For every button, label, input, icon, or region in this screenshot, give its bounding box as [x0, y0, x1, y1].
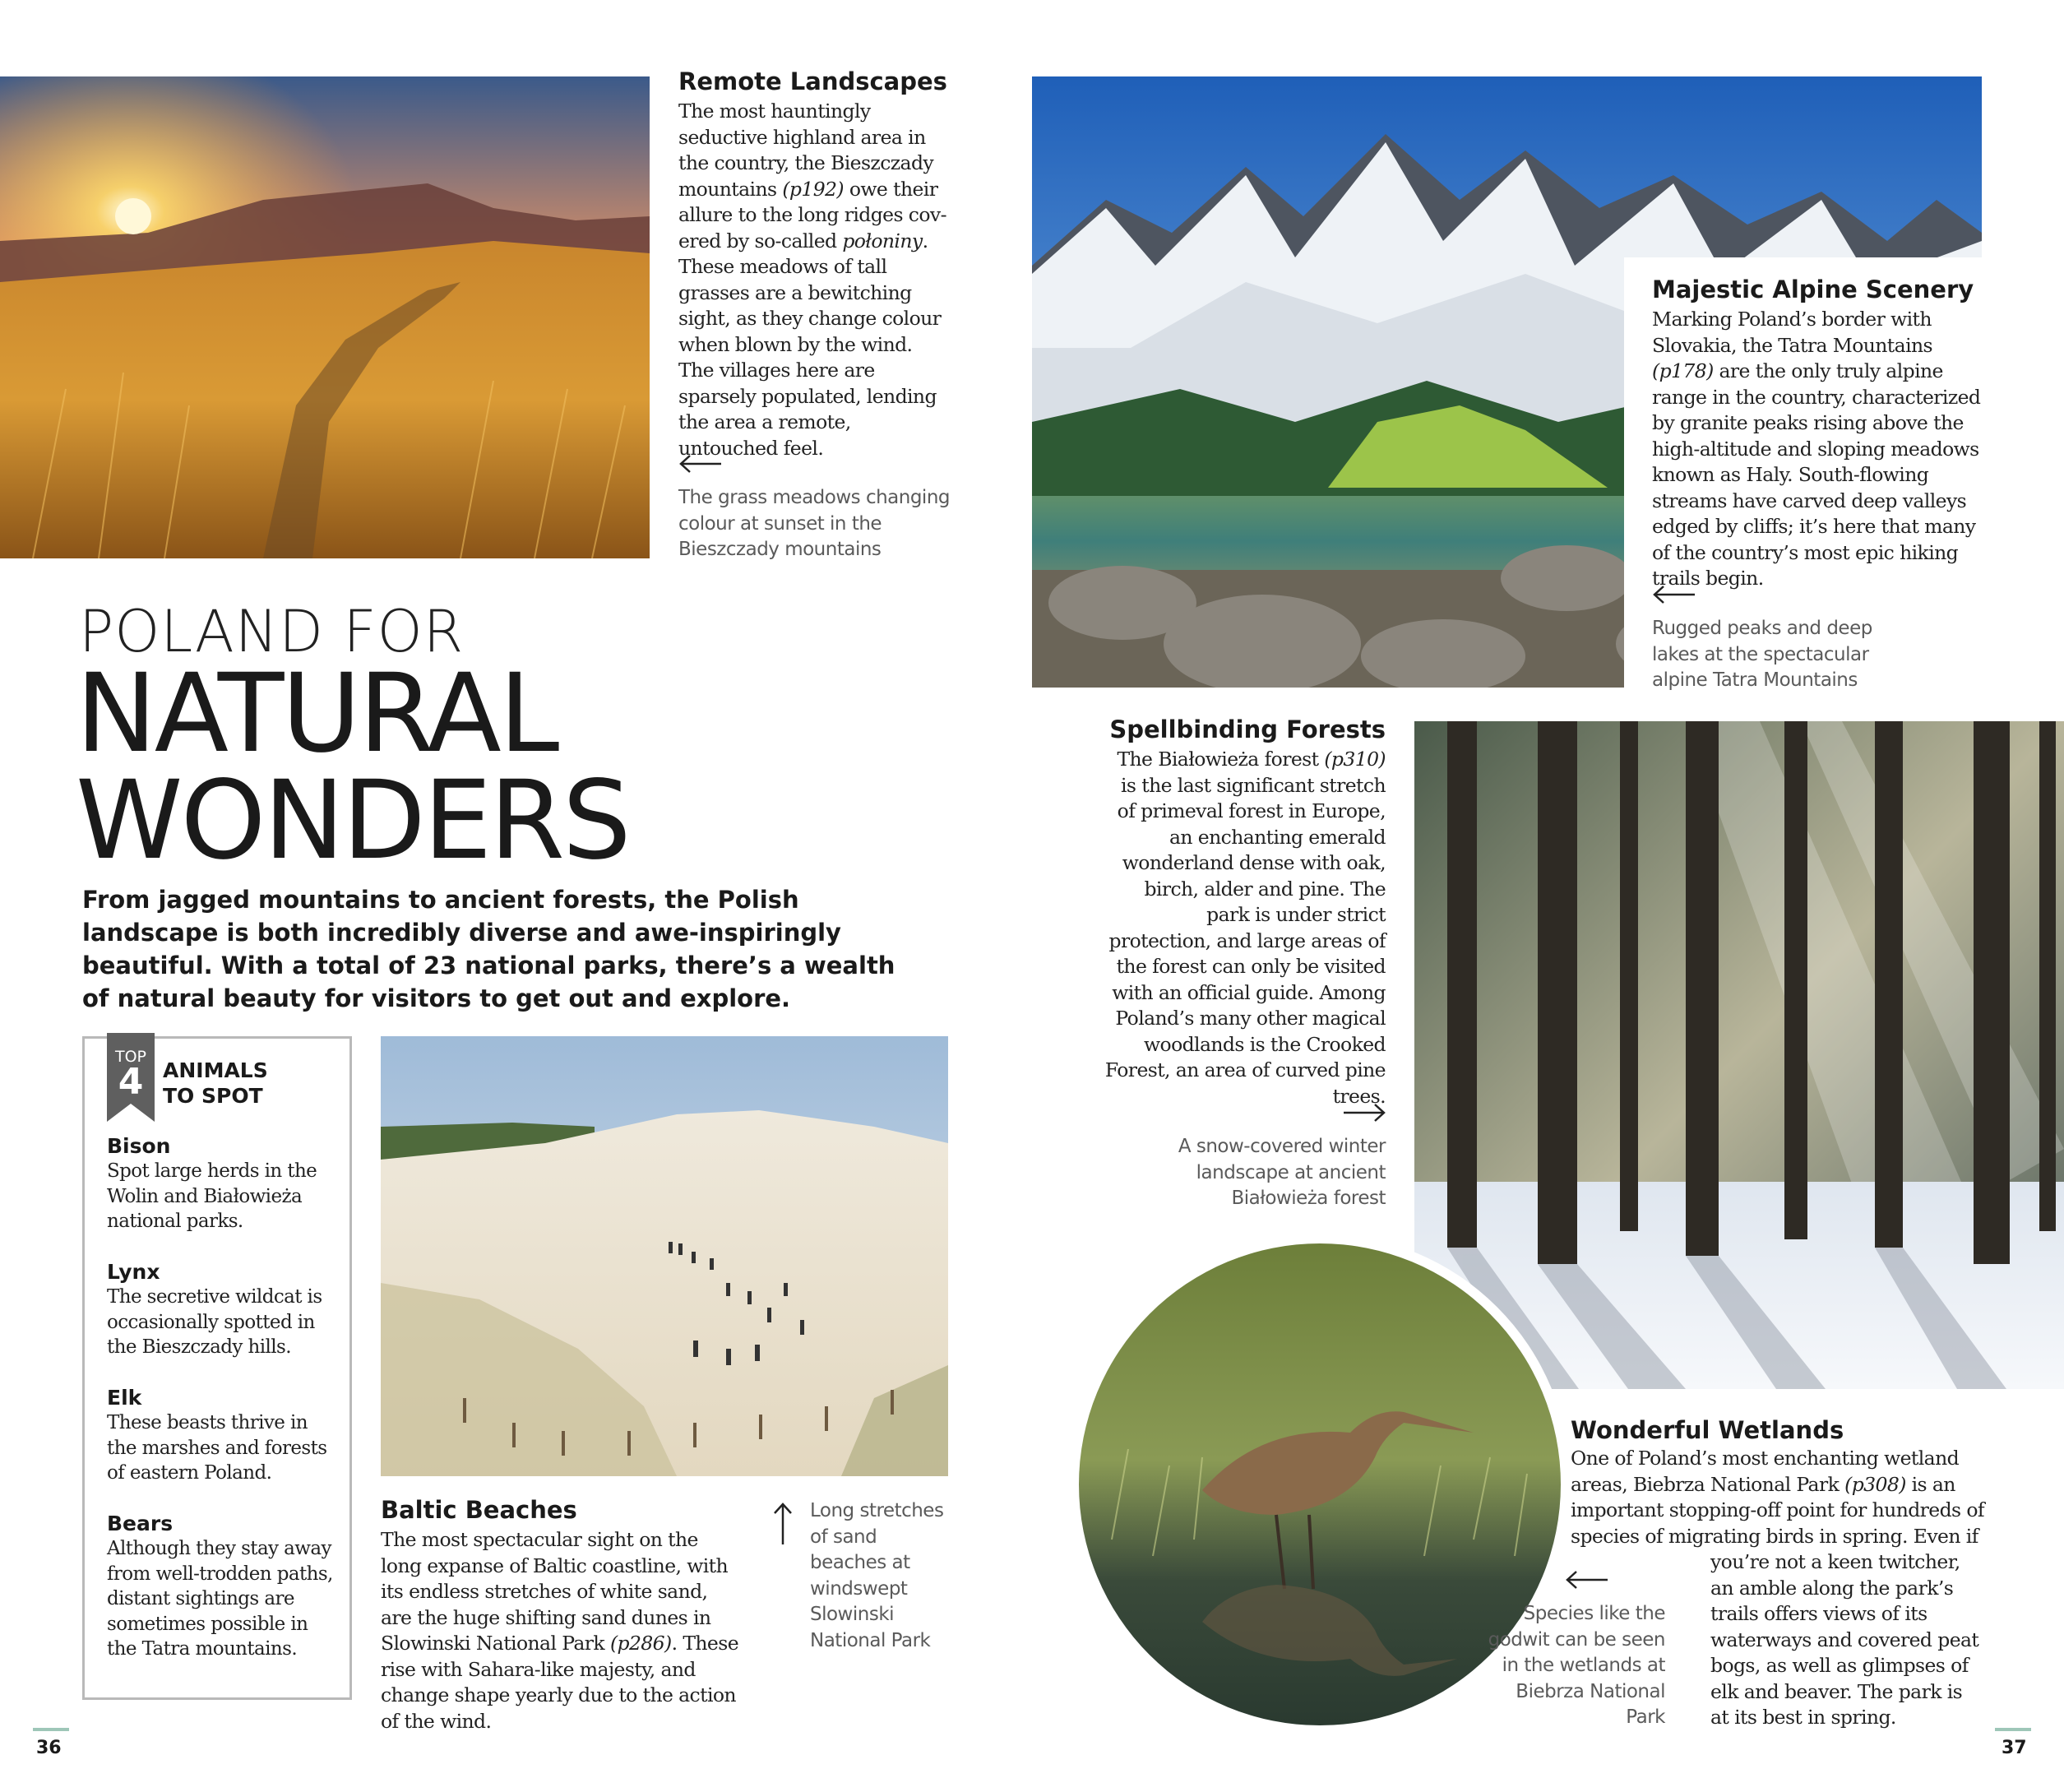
- wetlands-body-top: [1571, 1446, 1986, 1549]
- page-accent-bar-left: [33, 1728, 69, 1731]
- top4-badge-top: TOP: [114, 1048, 147, 1066]
- forests-section: [1102, 715, 1386, 1109]
- alpine-scenery-body: [1652, 307, 1981, 592]
- remote-body-part: The most hauntingly seductive highland area in the country, the Bieszczady mountains: [678, 100, 934, 201]
- alpine-scenery-caption: Rugged peaks and deep lakes at the spectacular alpine Tatra Mountains: [1652, 618, 1872, 691]
- animal-text: Spot large herds in the Wolin and Białowieża national parks.: [107, 1160, 317, 1232]
- arrow-right-icon: [1342, 1103, 1386, 1123]
- wetlands-page-ref[interactable]: (p308): [1844, 1472, 1906, 1496]
- animal-name: Bison: [107, 1134, 171, 1158]
- animal-item: [107, 1259, 337, 1360]
- baltic-beaches-body: [381, 1527, 743, 1734]
- alpine-scenery-section: [1652, 276, 1981, 592]
- remote-term: połoniny: [842, 229, 923, 252]
- wetlands-caption: Species like the godwit can be seen in the wetlands at Biebrza National Park: [1488, 1603, 1665, 1728]
- title-line-natural: NATURAL: [76, 651, 558, 777]
- page-accent-bar-right: [1995, 1728, 2031, 1731]
- animal-item: [107, 1385, 337, 1486]
- baltic-body-part: The most spectacular sight on the long expanse of Baltic coastline, with its endless stretches of white sand, are the huge shifting sand dunes in Slowinski National Park: [381, 1528, 729, 1655]
- baltic-body-part: . These rise with Sahara-like majesty, and change shape yearly due to the action of the wind.: [381, 1632, 739, 1733]
- wetlands-heading: Wonderful Wetlands: [1571, 1416, 1844, 1444]
- arrow-left-icon: [1652, 585, 1696, 604]
- arrow-left-icon: [678, 454, 723, 474]
- remote-landscapes-caption: The grass meadows changing colour at sunset in the Bieszczady mountains: [678, 487, 951, 560]
- animal-text: These beasts thrive in the marshes and forests of eastern Poland.: [107, 1412, 327, 1484]
- forests-body-part: is the last significant stretch of primeval forest in Europe, an enchanting emerald wonderland dense with oak, birch, alder and pine. The park is under strict protection, and large areas of the forest can only be visited with an official guide. Among Poland’s many other magical woodlands is the Crooked Forest, an area of curved pine trees.: [1104, 773, 1386, 1108]
- forests-page-ref[interactable]: (p310): [1324, 748, 1386, 771]
- photo-bialowieza-forest: [1414, 721, 2064, 1389]
- baltic-beaches-section: [381, 1496, 743, 1734]
- baltic-beaches-heading: Baltic Beaches: [381, 1496, 577, 1524]
- arrow-left-icon: [1565, 1570, 1609, 1590]
- title-line-wonders: WONDERS: [76, 757, 629, 884]
- intro-paragraph: From jagged mountains to ancient forests, the Polish landscape is both incredibly diverse and awe-inspiringly beautiful. With a total of 23 national parks, there’s a wealth of natural beauty for visitors to get out and explore.: [82, 886, 895, 1012]
- animal-item: [107, 1511, 337, 1662]
- animal-name: Lynx: [107, 1260, 160, 1284]
- top4-title-line2: TO SPOT: [163, 1084, 263, 1108]
- animal-text: The secretive wildcat is occasionally spotted in the Bieszczady hills.: [107, 1286, 322, 1358]
- top4-title: [163, 1058, 268, 1109]
- top4-title-line1: ANIMALS: [163, 1058, 268, 1082]
- animal-name: Elk: [107, 1386, 142, 1410]
- wetlands-body-part: One of Poland’s most enchanting wetland areas, Biebrza National Park: [1571, 1447, 1960, 1496]
- page-number-right: 37: [2002, 1738, 2027, 1758]
- remote-landscapes-heading: Remote Landscapes: [678, 67, 947, 95]
- remote-page-ref[interactable]: (p192): [782, 177, 844, 201]
- top4-badge-number: 4: [118, 1061, 144, 1103]
- forests-body-part: The Białowieża forest: [1117, 748, 1325, 771]
- wetlands-body-bottom: you’re not a keen twitcher, an amble along the park’s trails offers views of its waterways and covered peat bogs, as well as glimpses of elk and beaver. The park is at its best in spring.: [1710, 1550, 1979, 1729]
- title-kicker: POLAND FOR: [79, 598, 465, 665]
- wetlands-body-part: is an important stopping-off point for hundreds of species of migrating birds in spring. Even if: [1571, 1472, 1985, 1548]
- remote-landscapes-section: [678, 67, 950, 461]
- arrow-up-icon: [773, 1502, 793, 1546]
- alpine-body-part: are the only truly alpine range in the country, characterized by granite peaks rising above the high-altitude and sloping meadows known as Haly. South-flowing streams have carved deep valleys edged by cliffs; it’s here that many of the country’s most epic hiking trails begin.: [1652, 359, 1981, 590]
- page-number-left: 36: [36, 1738, 62, 1758]
- alpine-page-ref[interactable]: (p178): [1652, 359, 1714, 382]
- remote-body-part: . These meadows of tall grasses are a bewitching sight, as they change colour when blown by the wind. The villages here are sparsely populated, lending the area a remote, untouched feel.: [678, 229, 942, 460]
- alpine-body-part: Marking Poland’s border with Slovakia, the Tatra Mountains: [1652, 308, 1932, 357]
- animal-item: [107, 1133, 337, 1234]
- forests-caption: A snow-covered winter landscape at ancient Białowieża forest: [1178, 1136, 1386, 1209]
- remote-body-part: owe their allure to the long ridges cov-ered by so-called: [678, 177, 946, 252]
- baltic-beaches-caption: Long stretches of sand beaches at windswept Slowinski National Park: [810, 1500, 944, 1651]
- forests-heading: Spellbinding Forests: [1109, 715, 1386, 743]
- baltic-page-ref[interactable]: (p286): [609, 1632, 672, 1655]
- animal-text: Although they stay away from well-trodden paths, distant sightings are sometimes possible in the Tatra mountains.: [107, 1538, 333, 1660]
- alpine-scenery-heading: Majestic Alpine Scenery: [1652, 276, 1974, 303]
- remote-landscapes-body: [678, 99, 950, 461]
- forests-body: [1102, 747, 1386, 1109]
- animal-name: Bears: [107, 1512, 174, 1535]
- photo-bieszczady-meadow: [0, 76, 650, 558]
- photo-slowinski-dunes: [381, 1036, 948, 1476]
- top4-badge: [107, 1033, 155, 1122]
